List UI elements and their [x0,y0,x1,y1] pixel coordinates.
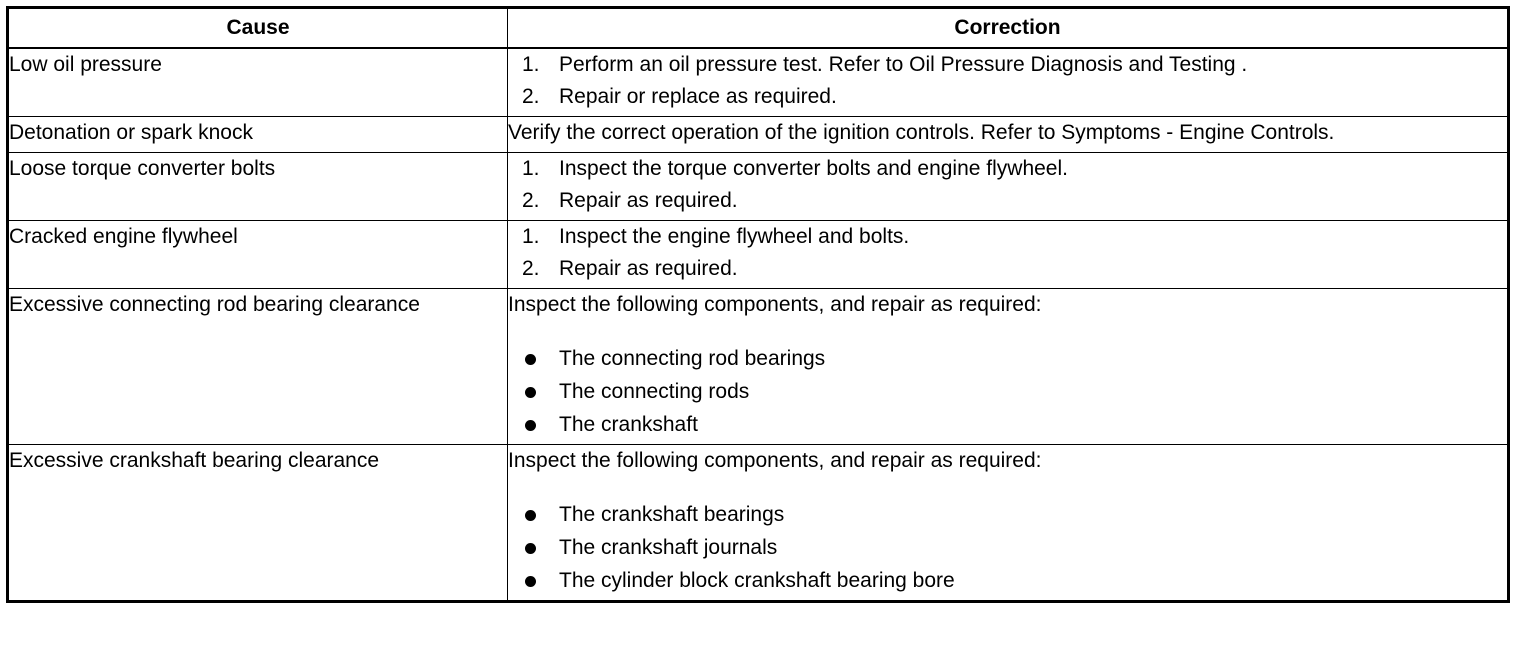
table-row [8,153,1509,221]
bullet-icon [525,354,536,365]
header-row [8,8,1509,49]
cause-cell: Cracked engine flywheel [8,221,508,289]
bullet-list [508,343,1507,442]
step-number: 1. [522,157,540,180]
step-number: 1. [522,53,540,76]
list-item [522,49,1507,81]
table-row [8,289,1509,445]
list-item [522,153,1507,185]
list-item [522,81,1507,113]
step-number: 2. [522,85,540,108]
correction-cell: Verify the correct operation of the ignition controls. Refer to Symptoms - Engine Controls. [508,117,1509,153]
step-text: Inspect the torque converter bolts and engine flywheel. [559,157,1068,180]
step-text: Perform an oil pressure test. Refer to Oil Pressure Diagnosis and Testing . [559,53,1248,76]
correction-cell [508,221,1509,289]
numbered-list [508,153,1507,217]
bullet-text: The connecting rod bearings [559,347,826,370]
list-item [522,532,1507,565]
correction-cell [508,153,1509,221]
list-item [522,376,1507,409]
bullet-text: The crankshaft bearings [559,503,785,526]
cause-cell: Detonation or spark knock [8,117,508,153]
list-item [522,253,1507,285]
correction-cell [508,48,1509,117]
bullet-icon [525,576,536,587]
list-item [522,221,1507,253]
list-item [522,185,1507,217]
bullet-list [508,499,1507,598]
table-row [8,117,1509,153]
step-text: Repair as required. [559,257,738,280]
step-number: 2. [522,189,540,212]
numbered-list [508,221,1507,285]
correction-cell [508,289,1509,445]
table-row [8,48,1509,117]
cause-cell: Loose torque converter bolts [8,153,508,221]
bullet-icon [525,510,536,521]
header-cause: Cause [8,8,508,49]
header-correction: Correction [508,8,1509,49]
table-row [8,445,1509,602]
step-number: 1. [522,225,540,248]
correction-intro: Inspect the following components, and repair as required: [508,449,1042,472]
step-text: Inspect the engine flywheel and bolts. [559,225,910,248]
step-number: 2. [522,257,540,280]
diagnostic-table [6,6,1510,603]
cause-cell: Low oil pressure [8,48,508,117]
bullet-text: The connecting rods [559,380,750,403]
numbered-list [508,49,1507,113]
cause-cell: Excessive connecting rod bearing clearance [8,289,508,445]
step-text: Repair as required. [559,189,738,212]
bullet-icon [525,420,536,431]
step-text: Repair or replace as required. [559,85,837,108]
bullet-icon [525,387,536,398]
correction-intro: Inspect the following components, and repair as required: [508,293,1042,316]
cause-cell: Excessive crankshaft bearing clearance [8,445,508,602]
correction-cell [508,445,1509,602]
list-item [522,499,1507,532]
table-row [8,221,1509,289]
list-item [522,565,1507,598]
bullet-text: The crankshaft journals [559,536,778,559]
bullet-text: The cylinder block crankshaft bearing bore [559,569,955,592]
list-item [522,343,1507,376]
list-item [522,409,1507,442]
bullet-icon [525,543,536,554]
bullet-text: The crankshaft [559,413,698,436]
